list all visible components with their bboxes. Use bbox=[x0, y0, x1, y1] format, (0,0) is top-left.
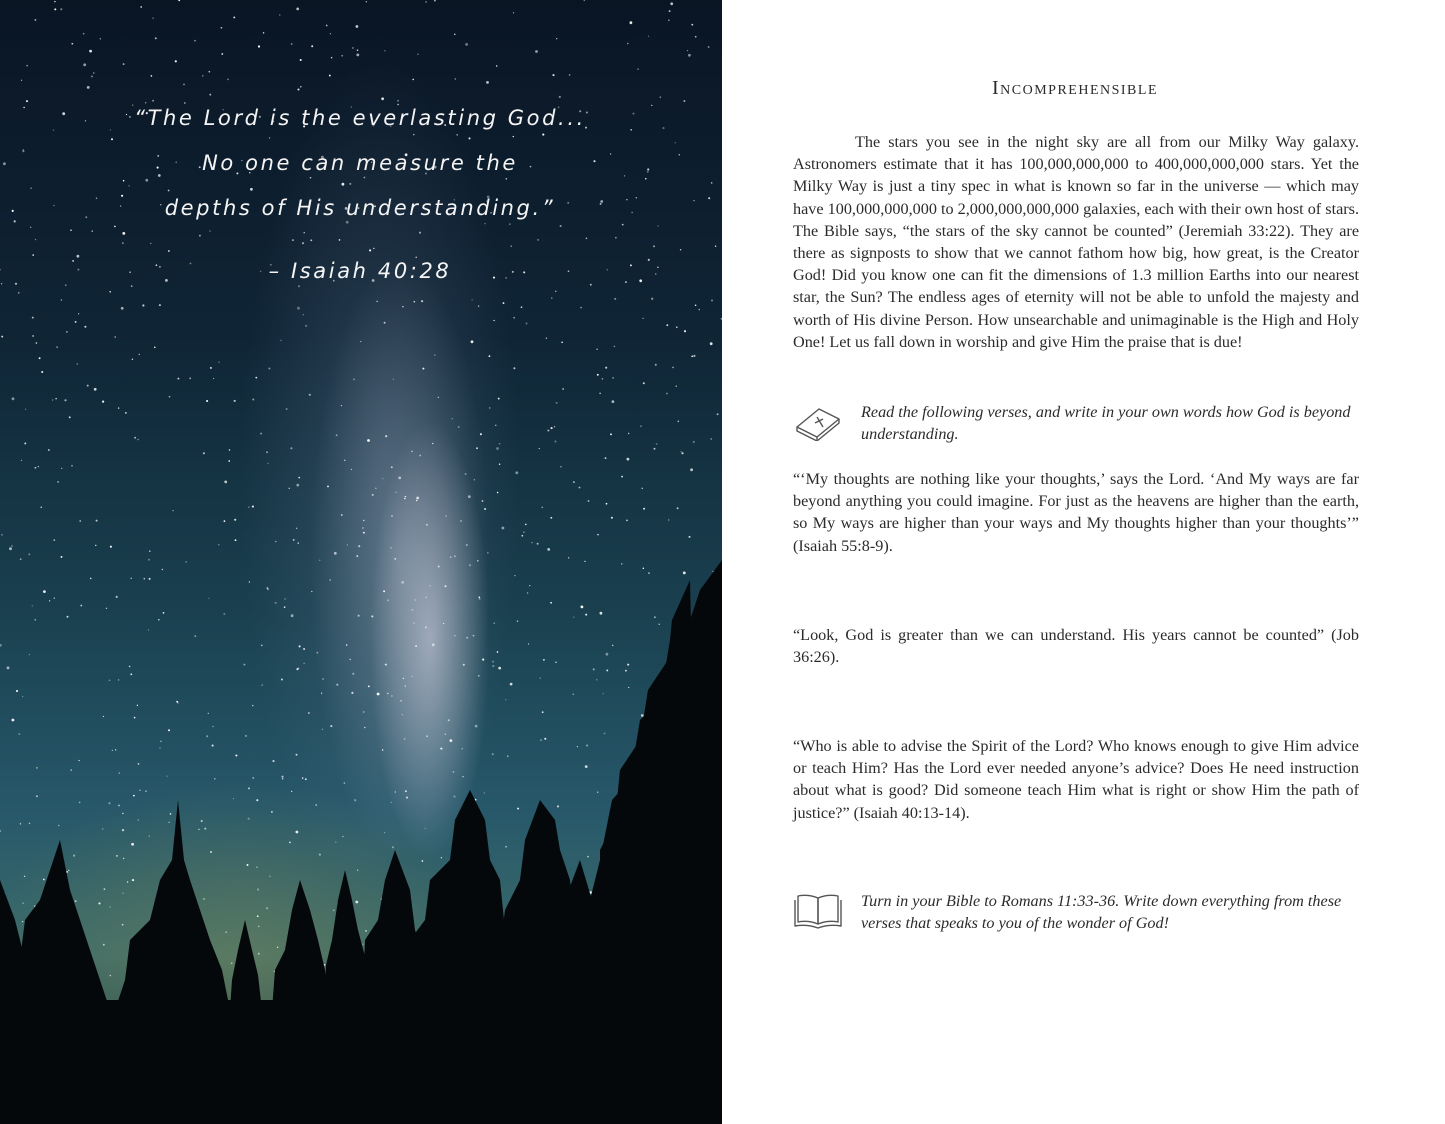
read-instruction bbox=[793, 401, 1363, 445]
verse-paragraph: “Who is able to advise the Spirit of the Lord? Who knows enough to give Him advice or teach Him? Has the Lord ever needed anyone’s advice? Does He need instruction about what is good? Did someone teach Him what is right or show Him the path of justice?” (Isaiah 40:13-14). bbox=[793, 737, 1359, 822]
intro-paragraph: The stars you see in the night sky are all from our Milky Way galaxy. Astronomers estimate that it has 100,000,000,000 to 400,000,000,000 stars. Yet the Milky Way is just a tiny spec in what is known so far in the universe — which may have 100,000,000,000 to 2,000,000,000,000 galaxies, each with their own host of stars. The Bible says, “the stars of the sky cannot be counted” (Jeremiah 33:22). They are there as signposts to show that we cannot fathom how big, how great, is the Creator God! Did you know one can fit the dimensions of 1.3 million Earths into our nearest star, the Sun? The endless ages of eternity will not be able to unfold the majesty and worth of His divine Person. How unsearchable and unimaginable is the High and Holy One! Let us fall down in worship and give Him the praise that is due! bbox=[793, 133, 1359, 351]
turn-instruction-text: Turn in your Bible to Romans 11:33-36. Write down everything from these verses that speaks to you of the wonder of God! bbox=[861, 892, 1342, 933]
night-sky-page bbox=[0, 0, 722, 1124]
turn-instruction bbox=[793, 890, 1363, 934]
bible-book-icon bbox=[793, 401, 843, 441]
quote-reference: – Isaiah 40:28 bbox=[268, 259, 452, 283]
quote-line: No one can measure the bbox=[202, 151, 518, 175]
scripture-quote bbox=[60, 96, 660, 294]
quote-line: depths of His understanding.” bbox=[164, 196, 556, 220]
verse-paragraph: “‘My thoughts are nothing like your thoughts,’ says the Lord. ‘And My ways are far beyond anything you could imagine. For just as the heavens are higher than the earth, so My ways are higher than your ways and My thoughts higher than your thoughts’” (Isaiah 55:8-9). bbox=[793, 470, 1359, 555]
forest-silhouette bbox=[0, 560, 722, 1124]
quote-line: “The Lord is the everlasting God... bbox=[134, 106, 586, 130]
page-title: Incomprehensible bbox=[991, 77, 1158, 99]
open-book-icon bbox=[793, 890, 843, 930]
text-page bbox=[722, 0, 1445, 1124]
verse-paragraph: “Look, God is greater than we can understand. His years cannot be counted” (Job 36:26). bbox=[793, 626, 1359, 667]
read-instruction-text: Read the following verses, and write in your own words how God is beyond understanding. bbox=[861, 403, 1351, 444]
